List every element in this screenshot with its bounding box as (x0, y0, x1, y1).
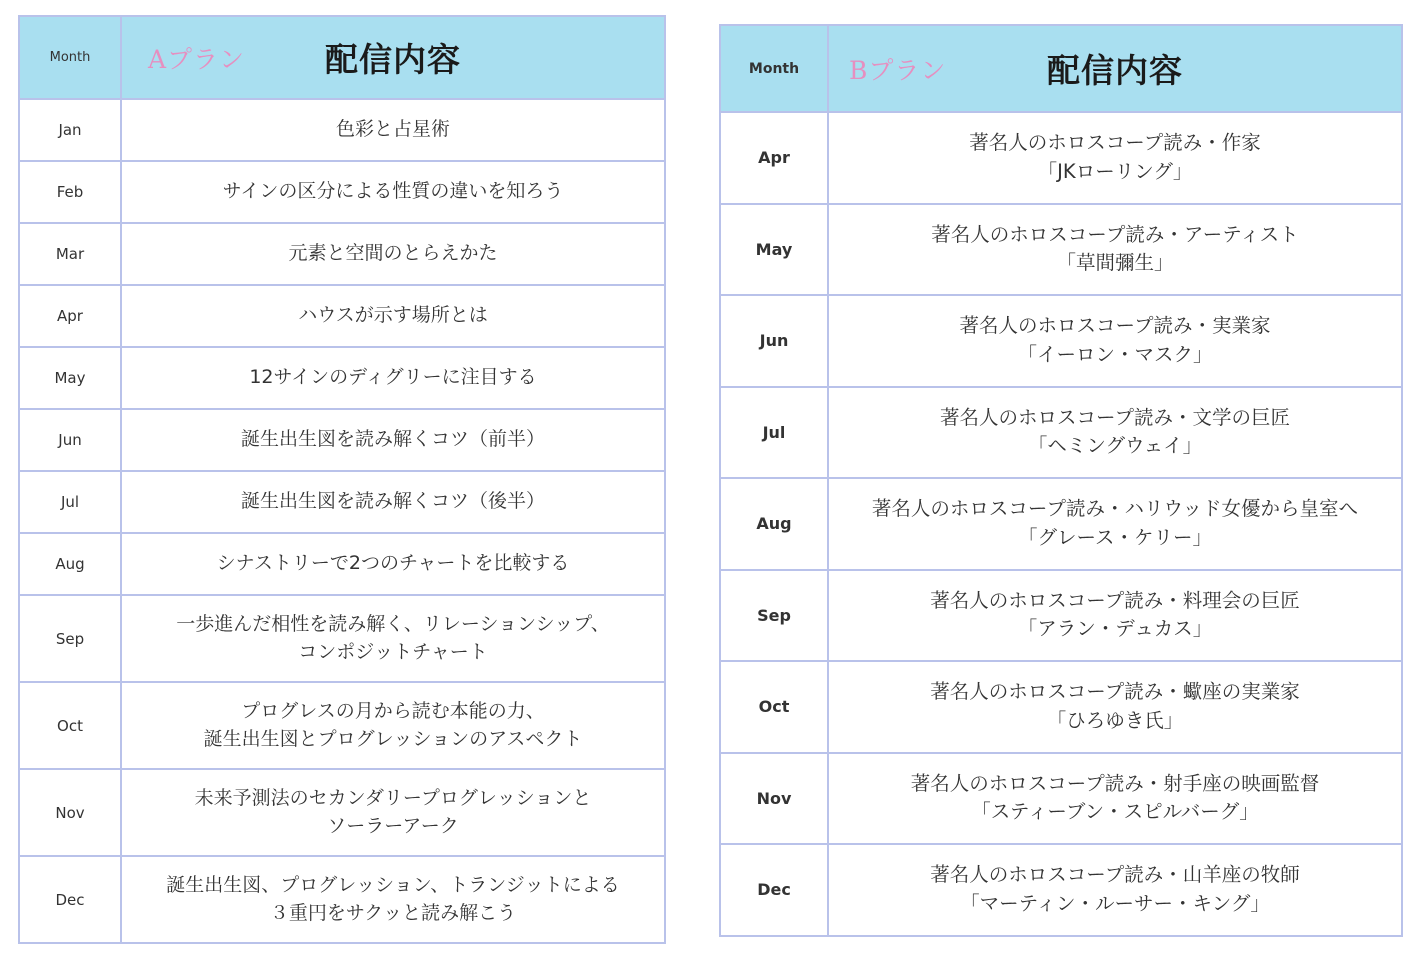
table-row (19, 769, 665, 856)
month-cell: Jul (19, 471, 121, 533)
content-line: ３重円をサクッと読み解こう (269, 901, 517, 924)
plan-b-schedule-table (719, 24, 1403, 937)
table-row (720, 295, 1402, 387)
plan-a-schedule-table (18, 15, 666, 944)
plan-b-content-title: 配信内容 (1047, 51, 1183, 90)
content-cell (121, 856, 665, 943)
month-cell: Feb (19, 161, 121, 223)
content-line: 著名人のホロスコープ読み・蠍座の実業家 (930, 680, 1300, 704)
plan-b-rows (720, 112, 1402, 936)
content-cell (121, 682, 665, 769)
table-row (720, 570, 1402, 662)
content-cell (828, 112, 1402, 204)
content-line: サインの区分による性質の違いを知ろう (222, 180, 564, 203)
month-cell: May (19, 347, 121, 409)
table-row (19, 856, 665, 943)
content-line: 「草間彌生」 (1056, 251, 1174, 275)
month-cell: Jul (720, 387, 828, 479)
content-cell (121, 533, 665, 595)
content-cell (121, 769, 665, 856)
table-row (720, 844, 1402, 936)
content-cell (828, 753, 1402, 845)
table-row (19, 682, 665, 769)
month-cell: Dec (19, 856, 121, 943)
content-cell (828, 478, 1402, 570)
content-line: 一歩進んだ相性を読み解く、リレーションシップ、 (176, 612, 610, 635)
content-cell (828, 570, 1402, 662)
content-line: 「マーティン・ルーサー・キング」 (960, 891, 1270, 915)
month-cell: Jan (19, 99, 121, 161)
content-line: 「グレース・ケリー」 (1017, 525, 1213, 549)
content-cell (121, 223, 665, 285)
content-line: 12サインのディグリーに注目する (249, 366, 537, 389)
content-cell (121, 347, 665, 409)
content-line: コンポジットチャート (298, 640, 488, 663)
content-cell (828, 844, 1402, 936)
content-cell (828, 204, 1402, 296)
content-line: 誕生出生図、プログレッション、トランジットによる (166, 873, 620, 896)
content-cell (828, 661, 1402, 753)
month-cell: Oct (19, 682, 121, 769)
plan-b-content-header (828, 25, 1402, 112)
month-cell: Oct (720, 661, 828, 753)
table-row (720, 112, 1402, 204)
table-row (19, 161, 665, 223)
content-line: シナストリーで2つのチャートを比較する (216, 552, 570, 575)
month-cell: Sep (720, 570, 828, 662)
content-line: 「スティーブン・スピルバーグ」 (971, 800, 1259, 824)
table-row (19, 99, 665, 161)
table-row (19, 471, 665, 533)
content-line: 著名人のホロスコープ読み・ハリウッド女優から皇室へ (871, 497, 1359, 521)
content-line: 「ひろゆき氏」 (1046, 708, 1184, 732)
month-cell: Nov (19, 769, 121, 856)
content-line: 誕生出生図を読み解くコツ（前半） (240, 428, 545, 451)
table-row (19, 347, 665, 409)
content-line: 元素と空間のとらえかた (288, 242, 498, 265)
table-row (19, 409, 665, 471)
month-cell: Aug (720, 478, 828, 570)
month-cell: Jun (19, 409, 121, 471)
table-row (19, 533, 665, 595)
plan-a-content-header (121, 16, 665, 99)
table-row (19, 223, 665, 285)
content-cell (121, 409, 665, 471)
content-line: 著名人のホロスコープ読み・山羊座の牧師 (930, 863, 1300, 887)
content-cell (828, 295, 1402, 387)
content-line: 「イーロン・マスク」 (1017, 342, 1213, 366)
content-line: 誕生出生図とプログレッションのアスペクト (203, 727, 583, 750)
content-cell (121, 471, 665, 533)
month-cell: Apr (720, 112, 828, 204)
content-cell (121, 595, 665, 682)
content-line: 「JKローリング」 (1037, 159, 1193, 183)
month-cell: Dec (720, 844, 828, 936)
table-row (720, 753, 1402, 845)
table-row (720, 204, 1402, 296)
month-cell: Sep (19, 595, 121, 682)
month-cell: Apr (19, 285, 121, 347)
content-line: プログレスの月から読む本能の力、 (241, 699, 545, 722)
content-line: 著名人のホロスコープ読み・アーティスト (931, 222, 1299, 246)
plan-a-month-header: Month (19, 16, 121, 99)
table-row (720, 387, 1402, 479)
plan-a-header-row (19, 16, 665, 99)
table-row (19, 595, 665, 682)
table-row (720, 661, 1402, 753)
content-line: 色彩と占星術 (335, 118, 450, 141)
plan-a-rows (19, 99, 665, 943)
content-line: 著名人のホロスコープ読み・射手座の映画監督 (910, 771, 1320, 795)
content-line: ハウスが示す場所とは (298, 304, 488, 327)
content-line: 「アラン・デュカス」 (1017, 617, 1213, 641)
month-cell: Mar (19, 223, 121, 285)
month-cell: Nov (720, 753, 828, 845)
content-line: 著名人のホロスコープ読み・実業家 (959, 314, 1271, 338)
plan-b-month-header: Month (720, 25, 828, 112)
table-row (720, 478, 1402, 570)
content-line: 未来予測法のセカンダリープログレッションと (194, 786, 592, 809)
plan-a-content-title: 配信内容 (325, 40, 461, 79)
content-line: 著名人のホロスコープ読み・料理会の巨匠 (930, 588, 1300, 612)
content-line: 「ヘミングウェイ」 (1027, 434, 1203, 458)
content-cell (828, 387, 1402, 479)
content-cell (121, 285, 665, 347)
month-cell: Jun (720, 295, 828, 387)
content-cell (121, 99, 665, 161)
table-row (19, 285, 665, 347)
content-line: 誕生出生図を読み解くコツ（後半） (240, 490, 545, 513)
content-line: ソーラーアーク (327, 814, 459, 837)
month-cell: Aug (19, 533, 121, 595)
plan-a-name: Aプラン (148, 44, 246, 74)
plan-b-header-row (720, 25, 1402, 112)
content-line: 著名人のホロスコープ読み・作家 (969, 131, 1261, 155)
plan-b-name: Bプラン (849, 55, 947, 85)
content-cell (121, 161, 665, 223)
month-cell: May (720, 204, 828, 296)
content-line: 著名人のホロスコープ読み・文学の巨匠 (939, 405, 1291, 429)
